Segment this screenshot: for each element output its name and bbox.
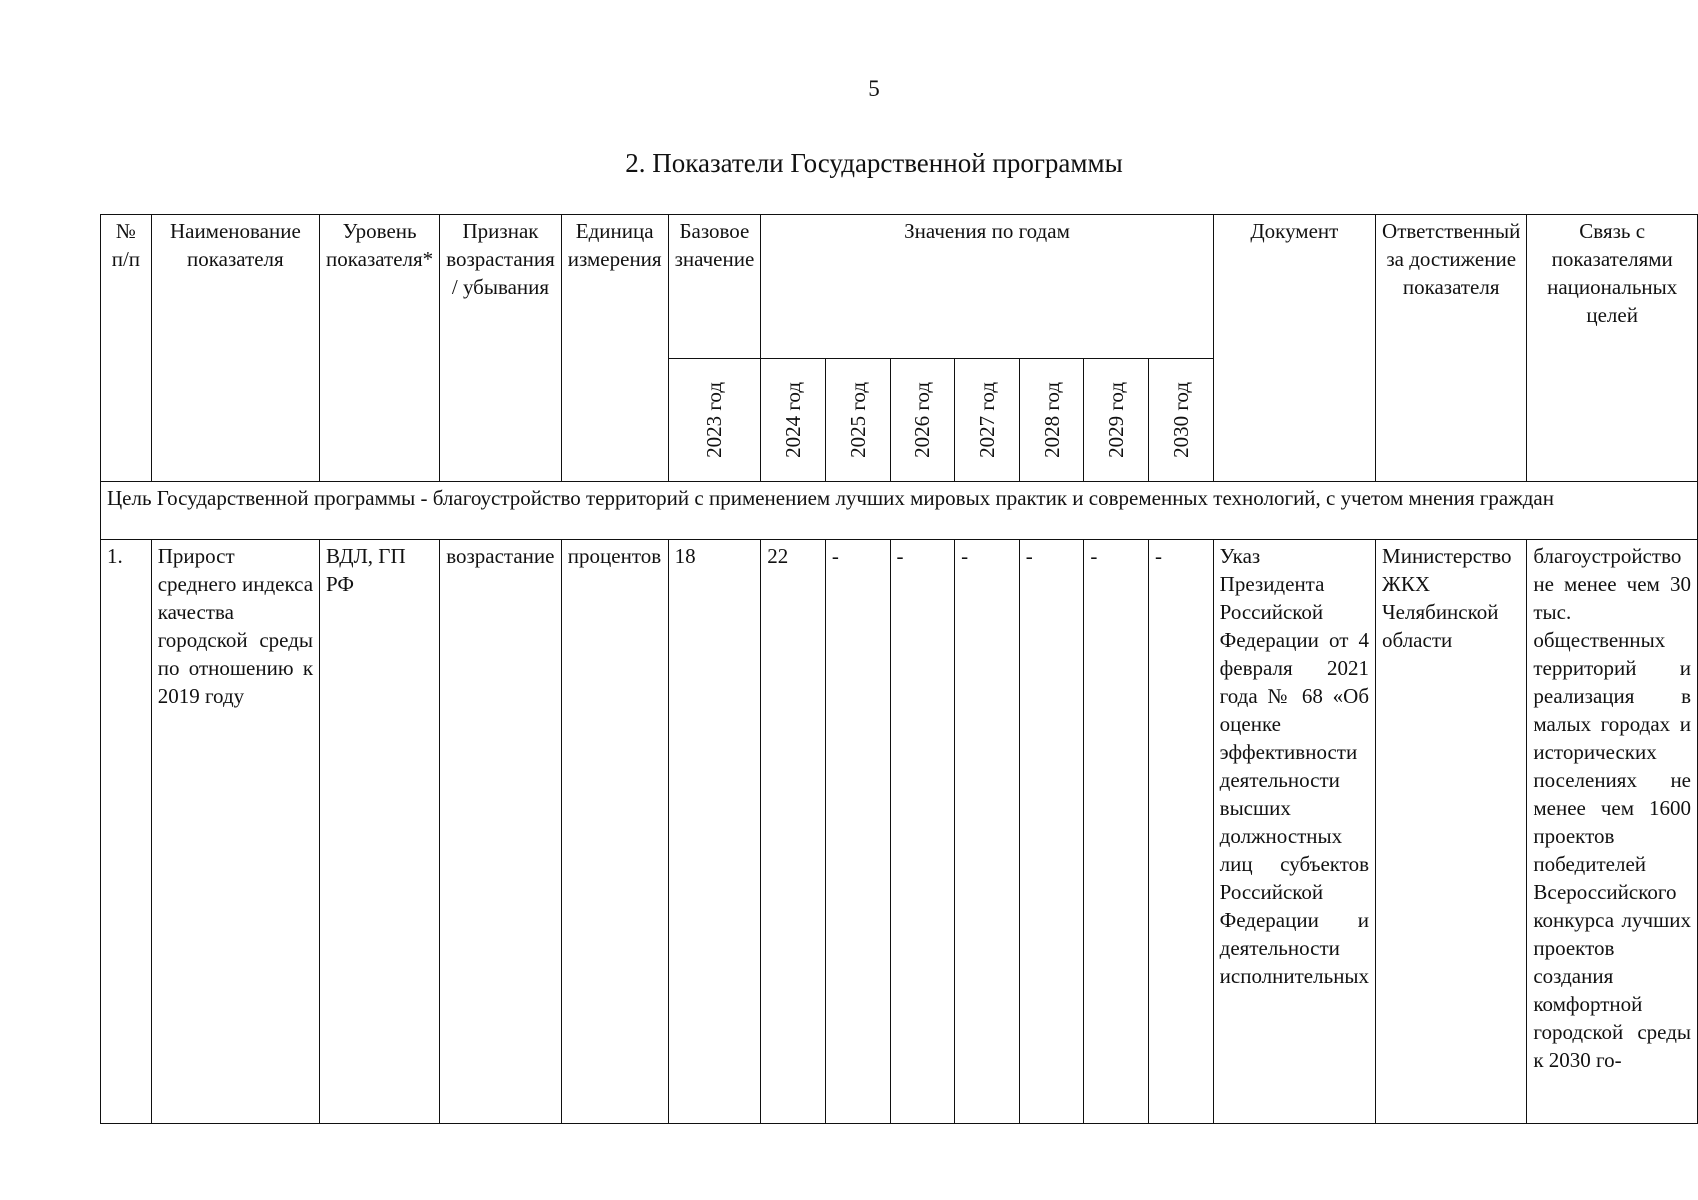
header-base: Базовое значение (668, 215, 761, 359)
row-unit: процентов (561, 540, 668, 1124)
year-cell (668, 359, 761, 482)
year-cell (1149, 359, 1214, 482)
row-value-2025: - (825, 540, 890, 1124)
header-unit: Единица измерения (561, 215, 668, 482)
goal-text: Цель Государственной программы - благоустройство территорий с применением лучших мировых практик и современных технологий, с учетом мнения граждан (101, 482, 1698, 540)
year-label: 2025 год (845, 382, 870, 458)
year-label: 2030 год (1168, 382, 1193, 458)
header-num: № п/п (101, 215, 152, 482)
row-level: ВДЛ, ГП РФ (320, 540, 440, 1124)
header-document: Документ (1213, 215, 1375, 482)
header-values-by-year: Значения по годам (761, 215, 1213, 359)
row-value-2026: - (890, 540, 955, 1124)
row-value-2030: - (1149, 540, 1214, 1124)
document-title: 2. Показатели Государственной программы (625, 148, 1123, 178)
table-header-row (101, 215, 1698, 359)
page-number: 5 (868, 76, 880, 101)
header-level: Уровень показателя* (320, 215, 440, 482)
year-cell (1019, 359, 1084, 482)
year-label: 2027 год (974, 382, 999, 458)
year-cell (825, 359, 890, 482)
year-cell (761, 359, 826, 482)
row-value-2028: - (1019, 540, 1084, 1124)
year-label: 2023 год (702, 382, 727, 458)
year-cell (1084, 359, 1149, 482)
indicators-table (100, 214, 1698, 1124)
row-num: 1. (101, 540, 152, 1124)
row-value-2023: 18 (668, 540, 761, 1124)
goal-row (101, 482, 1698, 540)
header-name: Наименование показателя (151, 215, 319, 482)
row-national-goal-link: благоустройство не менее чем 30 тыс. общественных территорий и реализация в малых городах и исторических поселениях не менее чем 1600 проектов победителей Всероссийского конкурса лучших проектов создания комфортной городской среды к 2030 го- (1527, 540, 1698, 1124)
row-document: Указ Президента Российской Федерации от 4 февраля 2021 года № 68 «Об оценке эффективности деятельности высших должностных лиц субъектов Российской Федерации и деятельности исполнительных (1213, 540, 1375, 1124)
header-responsible: Ответственный за достижение показателя (1376, 215, 1527, 482)
year-cell (890, 359, 955, 482)
header-sign: Признак возрастания / убывания (440, 215, 562, 482)
header-link: Связь с показателями национальных целей (1527, 215, 1698, 482)
year-label: 2026 год (910, 382, 935, 458)
row-responsible: Министерство ЖКХ Челябинской области (1376, 540, 1527, 1124)
row-sign: возрастание (440, 540, 562, 1124)
year-label: 2028 год (1039, 382, 1064, 458)
year-label: 2029 год (1104, 382, 1129, 458)
row-value-2027: - (955, 540, 1020, 1124)
table-row (101, 540, 1698, 1124)
row-indicator-name: Прирост среднего индекса качества городской среды по отношению к 2019 году (151, 540, 319, 1124)
row-value-2029: - (1084, 540, 1149, 1124)
year-cell (955, 359, 1020, 482)
row-value-2024: 22 (761, 540, 826, 1124)
year-label: 2024 год (781, 382, 806, 458)
